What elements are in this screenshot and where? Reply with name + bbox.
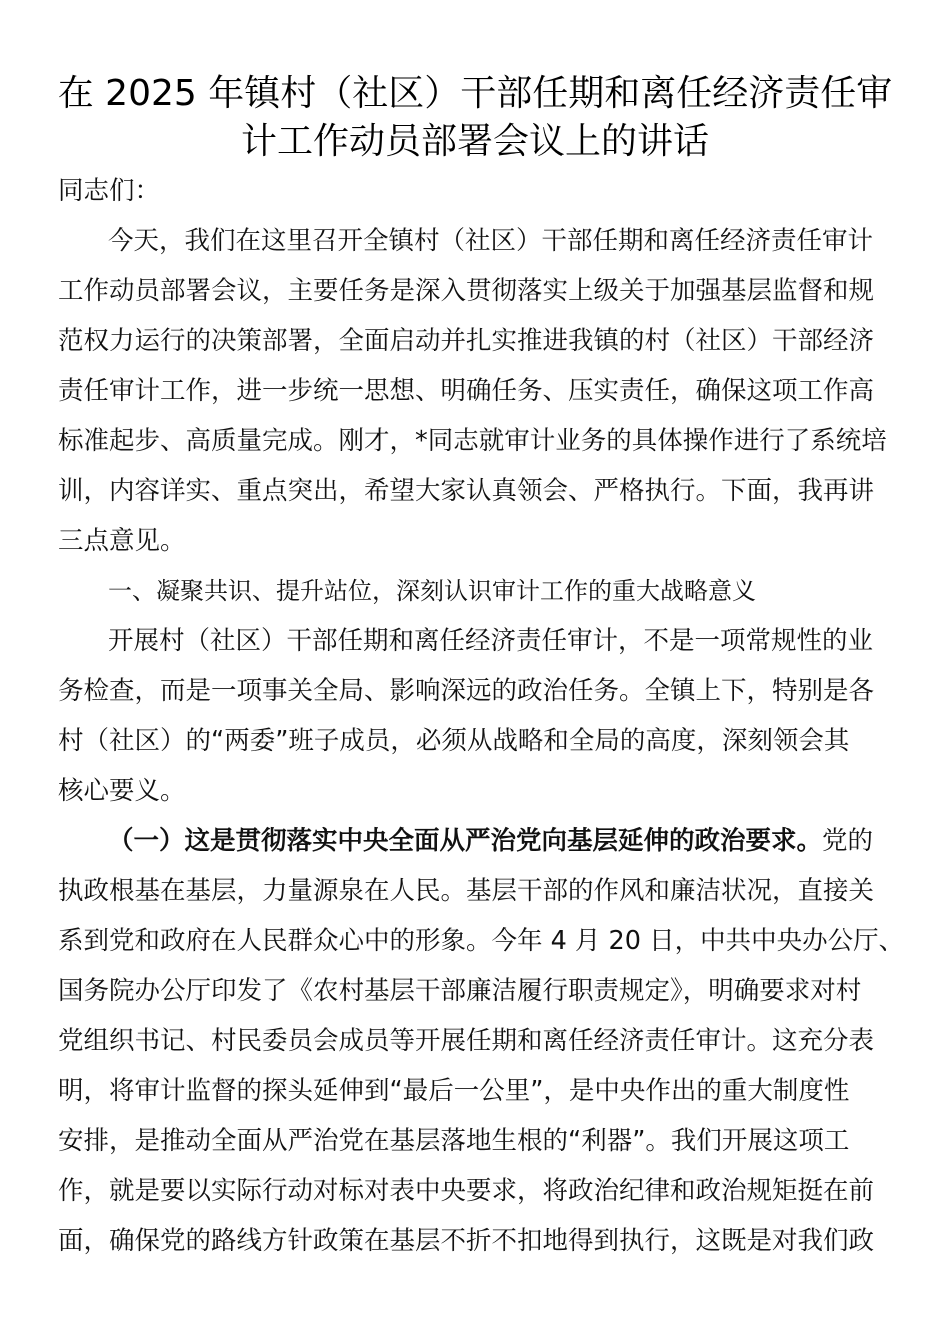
document-title-line-2: 计工作动员部署会议上的讲话 <box>240 121 709 162</box>
document-title-line-1: 在 2025 年镇村（社区）干部任期和离任经济责任审 <box>57 73 893 114</box>
paragraph3-line-7: 作，就是要以实际行动对标对表中央要求，将政治纪律和政治规矩挺在前 <box>58 1176 875 1206</box>
paragraph3-line-5: 明，将审计监督的探头延伸到“最后一公里”，是中央作出的重大制度性 <box>58 1076 850 1106</box>
paragraph3-line-6: 安排，是推动全面从严治党在基层落地生根的“利器”。我们开展这项工 <box>58 1126 850 1156</box>
subsection-heading-rest: 党的 <box>822 826 874 856</box>
paragraph1-line-3: 范权力运行的决策部署，全面启动并扎实推进我镇的村（社区）干部经济 <box>58 326 875 356</box>
paragraph1-line-7: 三点意见。 <box>58 526 186 556</box>
paragraph3-line-8: 面，确保党的路线方针政策在基层不折不扣地得到执行，这既是对我们政 <box>58 1226 875 1256</box>
subsection-heading-1 <box>108 824 948 858</box>
salutation: 同志们： <box>58 176 161 206</box>
paragraph1-line-6: 训，内容详实、重点突出，希望大家认真领会、严格执行。下面，我再讲 <box>58 476 875 506</box>
paragraph3-line-4: 党组织书记、村民委员会成员等开展任期和离任经济责任审计。这充分表 <box>58 1026 875 1056</box>
paragraph2-line-4: 核心要义。 <box>58 776 186 806</box>
paragraph1-line-5: 标准起步、高质量完成。刚才，*同志就审计业务的具体操作进行了系统培 <box>58 426 887 456</box>
paragraph2-line-1: 开展村（社区）干部任期和离任经济责任审计，不是一项常规性的业 <box>108 626 874 656</box>
paragraph3-line-3: 国务院办公厅印发了《农村基层干部廉洁履行职责规定》，明确要求对村 <box>58 976 862 1006</box>
paragraph3-line-2: 系到党和政府在人民群众心中的形象。今年 4 月 20 日，中共中央办公厅、 <box>58 926 905 956</box>
paragraph3-line-1: 执政根基在基层，力量源泉在人民。基层干部的作风和廉洁状况，直接关 <box>58 876 875 906</box>
paragraph2-line-3: 村（社区）的“两委”班子成员，必须从战略和全局的高度，深刻领会其 <box>58 726 850 756</box>
subsection-heading-bold: （一）这是贯彻落实中央全面从严治党向基层延伸的政治要求。 <box>108 826 823 856</box>
section-heading-1: 一、凝聚共识、提升站位，深刻认识审计工作的重大战略意义 <box>108 577 756 605</box>
paragraph2-line-2: 务检查，而是一项事关全局、影响深远的政治任务。全镇上下，特别是各 <box>58 676 875 706</box>
paragraph1-line-4: 责任审计工作，进一步统一思想、明确任务、压实责任，确保这项工作高 <box>58 376 875 406</box>
paragraph1-line-1: 今天，我们在这里召开全镇村（社区）干部任期和离任经济责任审计 <box>108 226 874 256</box>
paragraph1-line-2: 工作动员部署会议，主要任务是深入贯彻落实上级关于加强基层监督和规 <box>58 276 875 306</box>
